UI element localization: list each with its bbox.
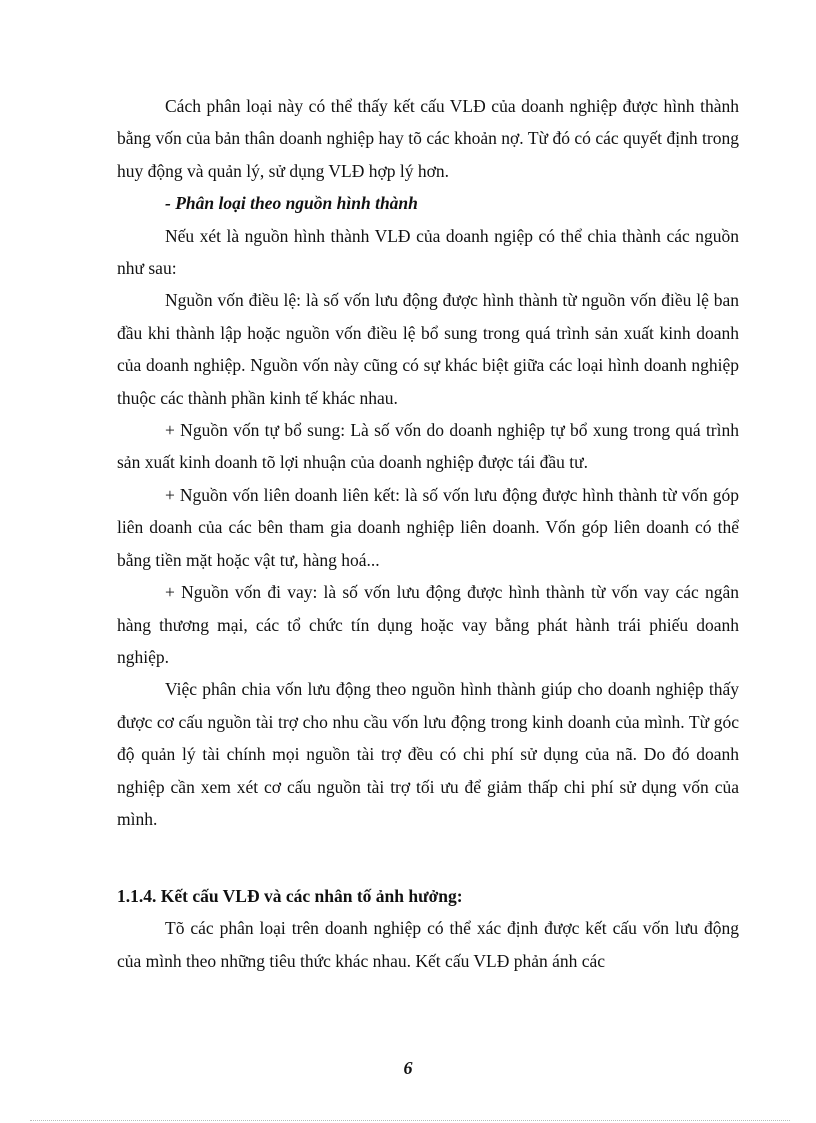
section-1-1-4 bbox=[117, 880, 739, 977]
subheading-source-classification: - Phân loại theo nguồn hình thành bbox=[165, 193, 418, 214]
paragraph-joint-venture-capital: + Nguồn vốn liên doanh liên kết: là số vốn lưu động được hình thành từ vốn góp liên doanh của các bên tham gia doanh nghiệp liên doanh. Vốn góp liên doanh có thể bằng tiền mặt hoặc vật tư, hàng hoá... bbox=[117, 484, 739, 570]
paragraph-self-supplemented-capital: + Nguồn vốn tự bổ sung: Là số vốn do doanh nghiệp tự bổ xung trong quá trình sản xuất kinh doanh tõ lợi nhuận của doanh nghiệp được tái đầu tư. bbox=[117, 420, 739, 473]
section-paragraph: Tõ các phân loại trên doanh nghiệp có thể xác định được kết cấu vốn lưu động của mình theo những tiêu thức khác nhau. Kết cấu VLĐ phản ánh các bbox=[117, 918, 739, 971]
section-heading: 1.1.4. Kết cấu VLĐ và các nhân tố ảnh hưởng: bbox=[117, 886, 463, 906]
paragraph-source-classification-benefit: Việc phân chia vốn lưu động theo nguồn hình thành giúp cho doanh nghiệp thấy được cơ cấu nguồn tài trợ cho nhu cầu vốn lưu động trong kinh doanh của mình. Từ góc độ quản lý tài chính mọi nguồn tài trợ đều có chi phí sử dụng của nã. Do đó doanh nghiệp cần xem xét cơ cấu nguồn tài trợ tối ưu để giảm thấp chi phí sử dụng vốn của mình. bbox=[117, 679, 739, 829]
body-text bbox=[117, 90, 739, 835]
paragraph-borrowed-capital: + Nguồn vốn đi vay: là số vốn lưu động được hình thành từ vốn vay các ngân hàng thương mại, các tổ chức tín dụng hoặc vay bằng phát hành trái phiếu doanh nghiệp. bbox=[117, 582, 739, 667]
paragraph-charter-capital: Nguồn vốn điều lệ: là số vốn lưu động được hình thành từ nguồn vốn điều lệ ban đầu khi thành lập hoặc nguồn vốn điều lệ bổ sung trong quá trình sản xuất kinh doanh của doanh nghiệp. Nguồn vốn này cũng có sự khác biệt giữa các loại hình doanh nghiệp thuộc các thành phần kinh tế khác nhau. bbox=[117, 290, 739, 408]
footer-divider bbox=[30, 1120, 790, 1121]
paragraph-classification-summary: Cách phân loại này có thể thấy kết cấu VLĐ của doanh nghiệp được hình thành bằng vốn của bản thân doanh nghiệp hay tõ các khoản nợ. Từ đó có các quyết định trong huy động và quản lý, sử dụng VLĐ hợp lý hơn. bbox=[117, 96, 739, 181]
paragraph-source-intro: Nếu xét là nguồn hình thành VLĐ của doanh ngiệp có thể chia thành các nguồn như sau: bbox=[117, 225, 739, 279]
page-number: 6 bbox=[403, 1058, 413, 1078]
